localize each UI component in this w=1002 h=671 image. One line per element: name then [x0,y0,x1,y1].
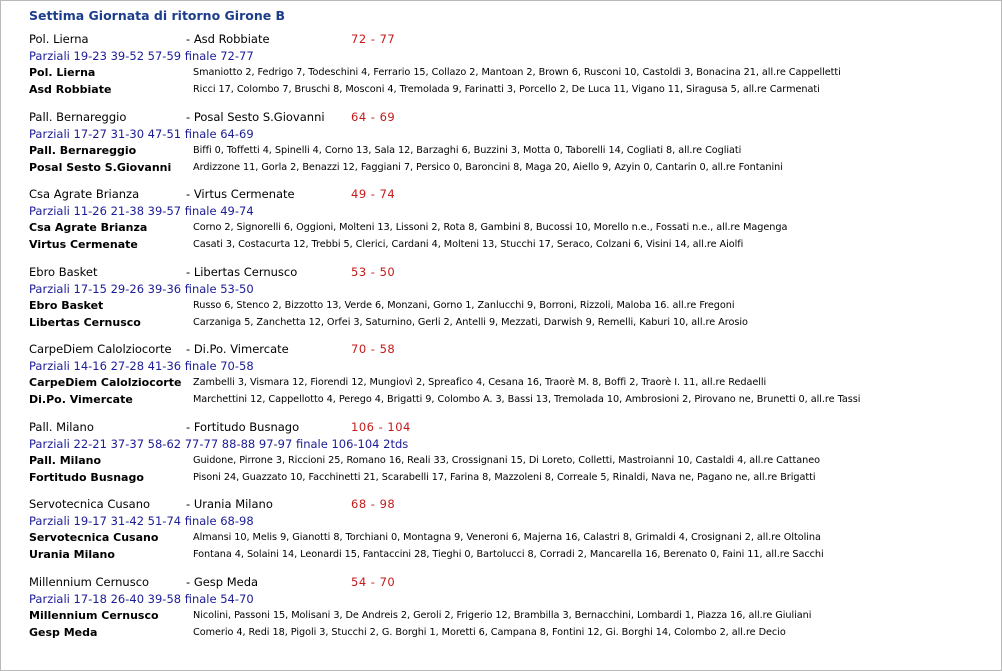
lineup-team-name: Libertas Cernusco [29,315,141,329]
away-team-name: - Virtus Cermenate [186,187,295,201]
player-list: Casati 3, Costacurta 12, Trebbi 5, Clerici, Cardani 4, Molteni 13, Stucchi 17, Seraco, Colzani 6, Visini 14, all.re Aiolfi [193,239,744,250]
partial-scores: Parziali 22-21 37-37 58-62 77-77 88-88 97-97 finale 106-104 2tds [29,436,409,451]
partial-scores: Parziali 17-15 29-26 39-36 finale 53-50 [29,281,254,296]
partial-scores: Parziali 14-16 27-28 41-36 finale 70-58 [29,359,254,373]
away-lineup [29,238,989,255]
match-block [29,342,989,420]
lineup-team-name: Ebro Basket [29,298,104,312]
away-team-name: - Libertas Cernusco [186,264,298,279]
partial-scores: Parziali 11-26 21-38 39-57 finale 49-74 [29,204,254,218]
lineup-team-name: CarpeDiem Calolziocorte [29,376,182,389]
match-block [29,265,989,343]
match-header [29,265,989,282]
away-team-name: - Urania Milano [186,497,273,511]
partial-scores: Parziali 17-27 31-30 47-51 finale 64-69 [29,126,254,141]
match-block [29,32,989,110]
matches-list [29,32,989,652]
home-lineup [29,376,989,393]
match-score: 54 - 70 [351,574,396,589]
home-team-name: Servotecnica Cusano [29,497,151,511]
home-team-name: Pol. Lierna [29,32,89,46]
away-lineup [29,316,989,333]
lineup-team-name: Asd Robbiate [29,83,112,96]
player-list: Biffi 0, Toffetti 4, Spinelli 4, Corno 13, Sala 12, Barzaghi 6, Buzzini 3, Motta 0, Taborelli 14, Cogliati 8, all.re Cogliati [193,144,742,156]
match-block [29,110,989,188]
home-team-name: Ebro Basket [29,264,98,279]
lineup-team-name: Virtus Cermenate [29,238,138,251]
player-list: Guidone, Pirrone 3, Riccioni 25, Romano 16, Reali 33, Crossignani 15, Di Loreto, Colletti, Mastroianni 10, Castaldi 4, all.re Cattaneo [193,454,820,466]
home-lineup [29,66,989,83]
player-list: Pisoni 24, Guazzato 10, Facchinetti 21, Scarabelli 17, Farina 8, Mazzoleni 8, Correale 5, Rinaldi, Nava ne, Pagano ne, all.re Brigatti [193,471,816,483]
lineup-team-name: Gesp Meda [29,625,98,639]
away-team-name: - Gesp Meda [186,574,259,589]
player-list: Marchettini 12, Cappellotto 4, Perego 4, Brigatti 9, Colombo A. 3, Bassi 13, Tremolada 10, Ambrosioni 2, Pirovano ne, Brunetti 0, all.re Tassi [193,394,861,405]
home-lineup [29,221,989,238]
match-score: 49 - 74 [351,187,396,201]
player-list: Almansi 10, Melis 9, Gianotti 8, Torchiani 0, Montagna 9, Veneroni 6, Majerna 16, Calastri 8, Grimaldi 4, Crosignani 2, all.re Oltolina [193,532,821,543]
match-score: 72 - 77 [351,32,396,46]
home-lineup [29,531,989,548]
lineup-team-name: Posal Sesto S.Giovanni [29,160,172,174]
match-block [29,575,989,653]
away-lineup [29,393,989,410]
lineup-team-name: Pol. Lierna [29,66,96,79]
home-lineup [29,144,989,161]
player-list: Comerio 4, Redi 18, Pigoli 3, Stucchi 2, G. Borghi 1, Moretti 6, Campana 8, Fontini 12, Gi. Borghi 14, Colombo 2, all.re Decio [193,626,786,638]
away-lineup [29,83,989,100]
player-list: Ricci 17, Colombo 7, Bruschi 8, Mosconi 4, Tremolada 9, Farinatti 3, Porcello 2, De Luca 11, Vigano 11, Siragusa 5, all.re Carmenati [193,84,820,95]
partial-scores: Parziali 19-17 31-42 51-74 finale 68-98 [29,514,254,528]
away-lineup [29,626,989,643]
match-header [29,497,989,514]
away-team-name: - Posal Sesto S.Giovanni [186,109,325,124]
away-team-name: - Asd Robbiate [186,32,270,46]
home-team-name: Pall. Milano [29,419,94,434]
player-list: Fontana 4, Solaini 14, Leonardi 15, Fantaccini 28, Tieghi 0, Bartolucci 8, Corradi 2, Mancarella 16, Berenato 0, Faini 11, all.re Sacchi [193,549,824,560]
match-header [29,342,989,359]
away-team-name: - Fortitudo Busnago [186,419,300,434]
lineup-team-name: Di.Po. Vimercate [29,393,133,406]
match-score: 70 - 58 [351,342,396,356]
home-lineup [29,299,989,316]
partial-scores: Parziali 19-23 39-52 57-59 finale 72-77 [29,49,254,63]
away-lineup [29,161,989,178]
home-team-name: Pall. Bernareggio [29,109,127,124]
partial-scores: Parziali 17-18 26-40 39-58 finale 54-70 [29,591,254,606]
player-list: Carzaniga 5, Zanchetta 12, Orfei 3, Saturnino, Gerli 2, Antelli 9, Mezzati, Darwish 9, Remelli, Kaburi 10, all.re Arosio [193,316,748,328]
player-list: Zambelli 3, Vismara 12, Fiorendi 12, Mungiovì 2, Spreafico 4, Cesana 16, Traorè M. 8, Boffi 2, Traorè I. 11, all.re Redaelli [193,377,767,388]
match-score: 68 - 98 [351,497,396,511]
player-list: Russo 6, Stenco 2, Bizzotto 13, Verde 6, Monzani, Gorno 1, Zanlucchi 9, Borroni, Rizzoli, Maloba 16. all.re Fregoni [193,299,735,311]
home-lineup [29,609,989,626]
lineup-team-name: Millennium Cernusco [29,608,159,622]
lineup-team-name: Urania Milano [29,548,115,561]
lineup-team-name: Servotecnica Cusano [29,531,159,544]
away-team-name: - Di.Po. Vimercate [186,342,289,356]
lineup-team-name: Fortitudo Busnago [29,470,144,484]
lineup-team-name: Pall. Bernareggio [29,143,137,157]
match-header [29,187,989,204]
match-header [29,420,989,437]
page-title: Settima Giornata di ritorno Girone B [29,8,286,23]
match-score: 106 - 104 [351,419,411,434]
home-team-name: Millennium Cernusco [29,574,150,589]
player-list: Ardizzone 11, Gorla 2, Benazzi 12, Faggiani 7, Persico 0, Baroncini 8, Maga 20, Aiello 9, Azyin 0, Cantarin 0, all.re Fontanini [193,161,783,173]
match-score: 53 - 50 [351,264,396,279]
home-team-name: Csa Agrate Brianza [29,187,140,201]
player-list: Nicolini, Passoni 15, Molisani 3, De Andreis 2, Geroli 2, Frigerio 12, Brambilla 3, Bernacchini, Lombardi 1, Piazza 16, all.re Giuliani [193,609,812,621]
match-block [29,420,989,498]
match-score: 64 - 69 [351,109,396,124]
away-lineup [29,548,989,565]
match-header [29,575,989,592]
player-list: Smaniotto 2, Fedrigo 7, Todeschini 4, Ferrario 15, Collazo 2, Mantoan 2, Brown 6, Rusconi 10, Castoldi 3, Bonacina 21, all.re Cappelletti [193,67,841,78]
player-list: Corno 2, Signorelli 6, Oggioni, Molteni 13, Lissoni 2, Rota 8, Gambini 8, Bucossi 10, Morello n.e., Fossati n.e., all.re Magenga [193,222,788,233]
match-header [29,32,989,49]
match-block [29,187,989,265]
home-lineup [29,454,989,471]
away-lineup [29,471,989,488]
home-team-name: CarpeDiem Calolziocorte [29,342,172,356]
lineup-team-name: Csa Agrate Brianza [29,221,148,234]
match-block [29,497,989,575]
match-header [29,110,989,127]
lineup-team-name: Pall. Milano [29,453,102,467]
